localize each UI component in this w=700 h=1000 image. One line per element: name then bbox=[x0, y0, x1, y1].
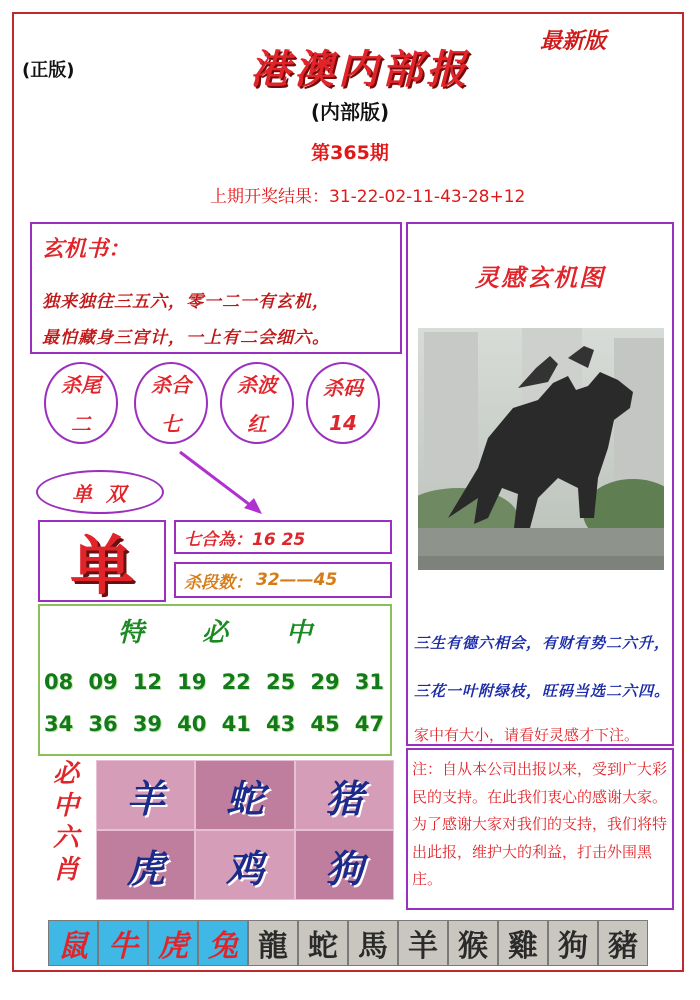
zodiac-tile: 馬 bbox=[348, 920, 398, 966]
number-item: 31 bbox=[354, 670, 384, 694]
zodiac-tile: 虎 bbox=[148, 920, 198, 966]
seven-combo-box: 七合為：16 25 bbox=[174, 520, 392, 554]
zodiac-tiles bbox=[48, 920, 652, 966]
hint-text: 家中有大小，请看好灵感才下注。 bbox=[414, 726, 640, 744]
number-item: 22 bbox=[221, 670, 251, 694]
last-result-value: 31-22-02-11-43-28+12 bbox=[329, 187, 526, 207]
zodiac-tile: 雞 bbox=[498, 920, 548, 966]
xuanji-line: 独来独往三五六，零一二一有玄机， bbox=[42, 292, 330, 312]
issue-number: 第365期 bbox=[311, 142, 389, 164]
edition-tag: (正版) bbox=[22, 60, 75, 81]
xuanji-line: 最怕藏身三宫计，一上有二会细六。 bbox=[42, 328, 330, 348]
zodiac-tile: 狗 bbox=[548, 920, 598, 966]
zodiac-tile: 蛇 bbox=[298, 920, 348, 966]
last-result-label: 上期开奖结果： bbox=[210, 187, 329, 207]
poem-line: 三花一叶附绿枝，旺码当选二六四。 bbox=[414, 682, 671, 700]
xuanji-heading: 玄机书： bbox=[42, 237, 131, 262]
number-item: 41 bbox=[221, 712, 251, 736]
kill-tail-oval bbox=[44, 362, 118, 444]
number-item: 47 bbox=[354, 712, 384, 736]
number-item: 39 bbox=[132, 712, 163, 736]
number-item: 40 bbox=[177, 712, 207, 736]
number-row bbox=[44, 712, 384, 736]
oval-title: 杀合 bbox=[151, 373, 191, 397]
oval-title: 杀码 bbox=[323, 375, 363, 400]
zodiac-tile: 兔 bbox=[198, 920, 248, 966]
zodiac-cell: 蛇 bbox=[195, 760, 294, 830]
number-item: 43 bbox=[265, 712, 296, 736]
horse-statue-image bbox=[418, 328, 664, 570]
zodiac-grid bbox=[96, 760, 394, 900]
number-item: 45 bbox=[310, 712, 340, 736]
zodiac-cell: 鸡 bbox=[195, 830, 294, 900]
kill-number-oval bbox=[306, 362, 380, 444]
number-item: 34 bbox=[44, 712, 74, 736]
odd-even-oval: 单双 bbox=[36, 470, 164, 514]
special-heading bbox=[38, 612, 392, 649]
special-heading-char: 特 bbox=[117, 618, 144, 648]
latest-version-tag: 最新版 bbox=[540, 28, 607, 54]
number-item: 12 bbox=[132, 670, 163, 694]
zodiac-tile: 豬 bbox=[598, 920, 648, 966]
number-item: 19 bbox=[177, 670, 207, 694]
poem-line: 三生有德六相会，有财有势二六升， bbox=[414, 634, 671, 652]
kill-range-value: 32——45 bbox=[256, 570, 338, 590]
zodiac-tile: 龍 bbox=[248, 920, 298, 966]
last-result bbox=[210, 182, 610, 207]
special-heading-char: 必 bbox=[201, 618, 228, 648]
big-odd-char: 单 bbox=[38, 520, 166, 602]
zodiac-tile: 鼠 bbox=[48, 920, 98, 966]
number-item: 25 bbox=[265, 670, 296, 694]
zodiac-cell: 猪 bbox=[295, 760, 394, 830]
zodiac-cell: 羊 bbox=[96, 760, 195, 830]
note-text: 注：自从本公司出报以来，受到广大彩民的支持。在此我们衷心的感谢大家。为了感谢大家对我们的支持，我们将特出此报，维护大的利益，打击外围黑庄。 bbox=[412, 760, 668, 888]
zodiac-tile: 牛 bbox=[98, 920, 148, 966]
inspiration-title: 灵感玄机图 bbox=[475, 264, 605, 292]
six-zodiac-label: 必中六肖 bbox=[52, 759, 79, 885]
oval-value: 红 bbox=[247, 412, 267, 436]
zodiac-cell: 虎 bbox=[96, 830, 195, 900]
number-row bbox=[44, 670, 384, 694]
zodiac-tile: 羊 bbox=[398, 920, 448, 966]
special-heading-char: 中 bbox=[286, 618, 313, 648]
number-item: 36 bbox=[88, 712, 118, 736]
kill-range-label: 杀段数： bbox=[184, 572, 252, 593]
zodiac-cell: 狗 bbox=[295, 830, 394, 900]
oval-title: 杀波 bbox=[237, 373, 277, 397]
number-item: 09 bbox=[88, 670, 118, 694]
number-item: 29 bbox=[310, 670, 340, 694]
oval-title: 杀尾 bbox=[61, 373, 101, 397]
oval-value: 七 bbox=[161, 412, 181, 436]
number-item: 08 bbox=[44, 670, 74, 694]
kill-combo-oval bbox=[134, 362, 208, 444]
oval-value: 14 bbox=[329, 410, 357, 435]
kill-range-box bbox=[174, 562, 392, 598]
page-title: 港澳内部报 bbox=[250, 46, 470, 93]
page-subtitle: (内部版) bbox=[310, 100, 390, 124]
zodiac-tile: 猴 bbox=[448, 920, 498, 966]
oval-value: 二 bbox=[71, 412, 91, 436]
arrow-icon bbox=[176, 448, 266, 518]
kill-wave-oval bbox=[220, 362, 294, 444]
